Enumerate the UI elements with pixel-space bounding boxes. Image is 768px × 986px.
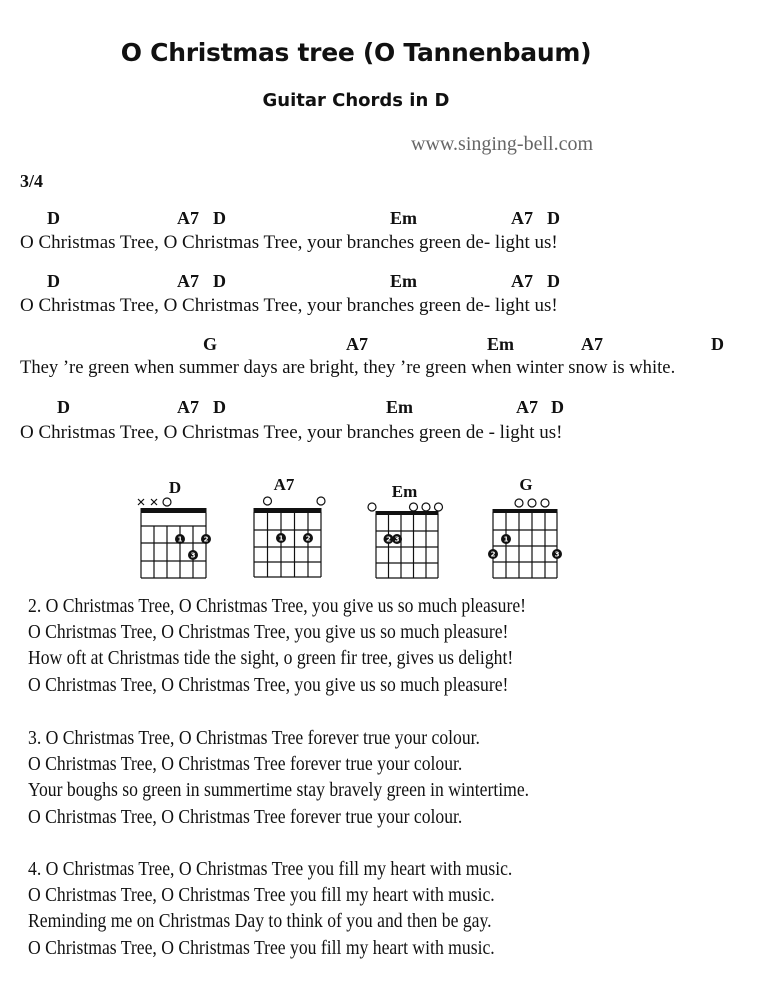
lyric-line: O Christmas Tree, O Christmas Tree, your branches green de- light us! bbox=[20, 295, 558, 316]
chord-label: Em bbox=[390, 271, 417, 291]
svg-text:3: 3 bbox=[554, 550, 560, 559]
chord-diagram-name: G bbox=[519, 475, 533, 494]
svg-text:2: 2 bbox=[386, 535, 391, 544]
verse-line: Reminding me on Christmas Day to think of you and then be gay. bbox=[28, 910, 492, 932]
svg-text:3: 3 bbox=[190, 551, 196, 560]
chord-label: A7 bbox=[581, 334, 603, 354]
svg-text:1: 1 bbox=[503, 535, 509, 544]
chord-diagram-name: Em bbox=[391, 482, 418, 501]
chord-label: A7 bbox=[511, 208, 533, 228]
chord-label: A7 bbox=[511, 271, 533, 291]
verse-line: 3. O Christmas Tree, O Christmas Tree forever true your colour. bbox=[28, 727, 480, 749]
lyric-line: O Christmas Tree, O Christmas Tree, your branches green de- light us! bbox=[20, 232, 558, 253]
chord-diagram-name: A7 bbox=[273, 475, 295, 494]
chord-label: Em bbox=[487, 334, 514, 354]
lyric-line: O Christmas Tree, O Christmas Tree, your branches green de - light us! bbox=[20, 422, 563, 443]
chord-diagram-a7 bbox=[245, 475, 335, 583]
verse-line: O Christmas Tree, O Christmas Tree you fill my heart with music. bbox=[28, 884, 495, 906]
chord-label: A7 bbox=[177, 397, 199, 417]
song-subtitle: Guitar Chords in D bbox=[262, 90, 450, 111]
svg-text:2: 2 bbox=[490, 550, 496, 559]
verse-line: O Christmas Tree, O Christmas Tree forever true your colour. bbox=[28, 753, 463, 775]
website-link[interactable]: www.singing-bell.com bbox=[411, 133, 594, 155]
lyric-line: They ’re green when summer days are bright, they ’re green when winter snow is white. bbox=[20, 357, 676, 378]
verse-line: O Christmas Tree, O Christmas Tree you fill my heart with music. bbox=[28, 937, 495, 959]
chord-label: D bbox=[213, 271, 226, 291]
verse-line: 2. O Christmas Tree, O Christmas Tree, you give us so much pleasure! bbox=[28, 595, 527, 617]
verse-line: O Christmas Tree, O Christmas Tree, you give us so much pleasure! bbox=[28, 621, 509, 643]
chord-label: D bbox=[213, 397, 226, 417]
chord-label: D bbox=[57, 397, 70, 417]
chord-diagram-d bbox=[130, 478, 220, 583]
chord-label: D bbox=[711, 334, 724, 354]
verse-line: O Christmas Tree, O Christmas Tree forever true your colour. bbox=[28, 806, 463, 828]
chord-label: D bbox=[551, 397, 564, 417]
chord-label: D bbox=[47, 208, 60, 228]
chord-label: A7 bbox=[346, 334, 368, 354]
chord-label: D bbox=[547, 208, 560, 228]
chord-label: A7 bbox=[177, 271, 199, 291]
chord-label: D bbox=[547, 271, 560, 291]
chord-label: A7 bbox=[177, 208, 199, 228]
verse-line: Your boughs so green in summertime stay bravely green in wintertime. bbox=[28, 779, 530, 801]
chord-label: G bbox=[203, 334, 218, 354]
chord-label: Em bbox=[386, 397, 413, 417]
song-title: O Christmas tree (O Tannenbaum) bbox=[120, 38, 592, 67]
svg-text:2: 2 bbox=[305, 534, 311, 543]
verse-line: 4. O Christmas Tree, O Christmas Tree you fill my heart with music. bbox=[28, 858, 513, 880]
chord-label: D bbox=[213, 208, 226, 228]
chord-label: Em bbox=[390, 208, 417, 228]
chord-diagram-name: D bbox=[168, 478, 182, 497]
svg-text:1: 1 bbox=[177, 535, 183, 544]
chord-label: D bbox=[47, 271, 60, 291]
svg-text:2: 2 bbox=[203, 535, 209, 544]
chord-diagram-em bbox=[365, 480, 450, 585]
time-signature: 3/4 bbox=[20, 171, 44, 191]
verse-line: How oft at Christmas tide the sight, o green fir tree, gives us delight! bbox=[28, 647, 514, 669]
chord-label: A7 bbox=[516, 397, 538, 417]
verse-line: O Christmas Tree, O Christmas Tree, you give us so much pleasure! bbox=[28, 674, 509, 696]
svg-text:3: 3 bbox=[394, 535, 400, 544]
svg-text:1: 1 bbox=[278, 534, 284, 543]
chord-diagram-g bbox=[480, 475, 570, 583]
